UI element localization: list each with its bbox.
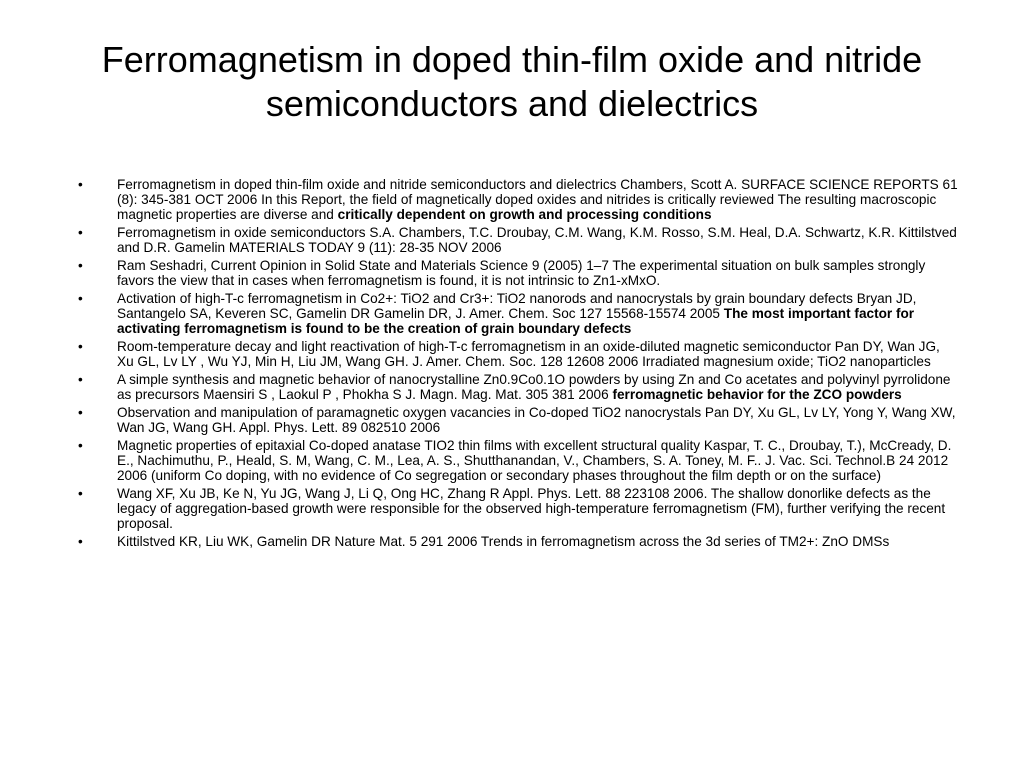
bullet-bold-text: The most important factor for activating ferromagnetism is found to be the creation of grain boundary defects xyxy=(117,306,915,336)
bullet-icon: • xyxy=(78,534,83,549)
bullet-icon: • xyxy=(78,372,83,387)
bullet-item xyxy=(78,372,958,402)
bullet-icon: • xyxy=(78,291,83,306)
bullet-icon: • xyxy=(78,225,83,240)
bullet-text: Activation of high-T-c ferromagnetism in Co2+: TiO2 and Cr3+: TiO2 nanorods and nanocrystals by grain boundary defects Bryan JD, Santangelo SA, Keveren SC, Gamelin DR Gamelin DR, J. Amer. Chem. Soc 127 15568-15574 2005 xyxy=(117,291,917,321)
slide-title xyxy=(60,38,964,126)
bullet-item xyxy=(78,225,958,255)
bullet-icon: • xyxy=(78,438,83,453)
bullet-item xyxy=(78,405,958,435)
bullet-text: Wang XF, Xu JB, Ke N, Yu JG, Wang J, Li Q, Ong HC, Zhang R Appl. Phys. Lett. 88 223108 2006. The shallow donorlike defects as the legacy of aggregation-based growth were responsible for the observed high-temperature ferromagnetism (FM), further verifying the recent proposal. xyxy=(117,486,946,531)
bullet-text: A simple synthesis and magnetic behavior of nanocrystalline Zn0.9Co0.1O powders by using Zn and Co acetates and polyvinyl pyrrolidone as precursors Maensiri S , Laokul P , Phokha S J. Magn. Mag. Mat. 305 381 2006 xyxy=(117,372,951,402)
bullet-item xyxy=(78,534,958,549)
bullet-item xyxy=(78,258,958,288)
bullet-text: Kittilstved KR, Liu WK, Gamelin DR Nature Mat. 5 291 2006 Trends in ferromagnetism across the 3d series of TM2+: ZnO DMSs xyxy=(117,534,890,549)
bullet-icon: • xyxy=(78,258,83,273)
bullet-bold-text: ferromagnetic behavior for the ZCO powders xyxy=(612,387,902,402)
bullet-list xyxy=(78,177,958,552)
bullet-icon: • xyxy=(78,486,83,501)
bullet-text: Ram Seshadri, Current Opinion in Solid State and Materials Science 9 (2005) 1–7 The experimental situation on bulk samples strongly favors the view that in cases when ferromagnetism is found, it is not intrinsic to Zn1-xMxO. xyxy=(117,258,926,288)
bullet-text: Ferromagnetism in oxide semiconductors S.A. Chambers, T.C. Droubay, C.M. Wang, K.M. Rosso, S.M. Heal, D.A. Schwartz, K.R. Kittilstved and D.R. Gamelin MATERIALS TODAY 9 (11): 28-35 NOV 2006 xyxy=(117,225,957,255)
bullet-text: Observation and manipulation of paramagnetic oxygen vacancies in Co-doped TiO2 nanocrystals Pan DY, Xu GL, Lv LY, Yong Y, Wang XW, Wan JG, Wang GH. Appl. Phys. Lett. 89 082510 2006 xyxy=(117,405,956,435)
slide-title-line-1: Ferromagnetism in doped thin-film oxide and nitride xyxy=(101,39,923,80)
bullet-item xyxy=(78,339,958,369)
bullet-text: Room-temperature decay and light reactivation of high-T-c ferromagnetism in an oxide-diluted magnetic semiconductor Pan DY, Wan JG, Xu GL, Lv LY , Wu YJ, Min H, Liu JM, Wang GH. J. Amer. Chem. Soc. 128 12608 2006 Irradiated magnesium oxide; TiO2 nanoparticles xyxy=(117,339,940,369)
bullet-item xyxy=(78,177,958,222)
bullet-item xyxy=(78,486,958,531)
bullet-text: Magnetic properties of epitaxial Co-doped anatase TIO2 thin films with excellent structural quality Kaspar, T. C., Droubay, T.), McCready, D. E., Nachimuthu, P., Heald, S. M, Wang, C. M., Lea, A. S., Shutthanandan, V., Chambers, S. A. Toney, M. F.. J. Vac. Sci. Technol.B 24 2012 2006 (uniform Co doping, with no evidence of Co segregation or secondary phases throughout the film depth or on the surface) xyxy=(117,438,952,483)
bullet-icon: • xyxy=(78,339,83,354)
bullet-icon: • xyxy=(78,405,83,420)
bullet-bold-text: critically dependent on growth and processing conditions xyxy=(337,207,712,222)
bullet-item xyxy=(78,438,958,483)
bullet-item xyxy=(78,291,958,336)
bullet-icon: • xyxy=(78,177,83,192)
slide-title-line-2: semiconductors and dielectrics xyxy=(265,83,759,124)
bullet-text: Ferromagnetism in doped thin-film oxide and nitride semiconductors and dielectrics Chambers, Scott A. SURFACE SCIENCE REPORTS 61 (8): 345-381 OCT 2006 In this Report, the field of magnetically doped oxides and nitrides is critically reviewed The resulting macroscopic magnetic properties are diverse and xyxy=(117,177,958,222)
